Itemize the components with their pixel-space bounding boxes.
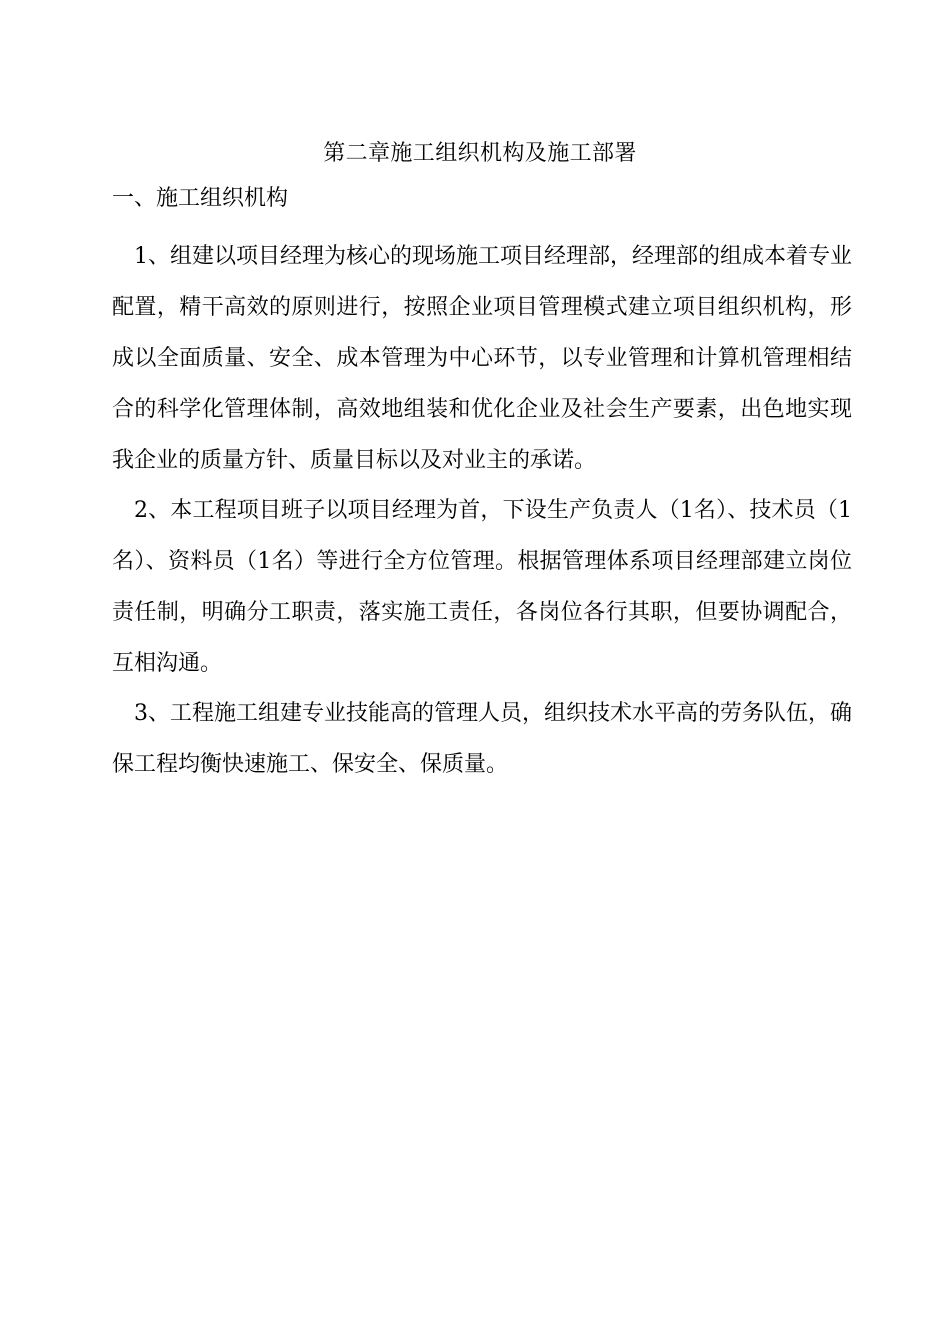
paragraph-2: 2、本工程项目班子以项目经理为首，下设生产负责人（1名）、技术员（1名）、资料员（1名）等进行全方位管理。根据管理体系项目经理部建立岗位责任制，明确分工职责，落实施工责任，各岗位各行其职，但要协调配合，互相沟通。 (112, 498, 852, 676)
paragraph-3: 3、工程施工组建专业技能高的管理人员，组织技术水平高的劳务队伍，确保工程均衡快速施工、保安全、保质量。 (112, 701, 852, 777)
document-title: 第二章施工组织机构及施工部署 (323, 141, 637, 166)
paragraph-1: 1、组建以项目经理为核心的现场施工项目经理部，经理部的组成本着专业配置，精干高效的原则进行，按照企业项目管理模式建立项目组织机构，形成以全面质量、安全、成本管理为中心环节，以专业管理和计算机管理相结合的科学化管理体制，高效地组装和优化企业及社会生产要素，出色地实现我企业的质量方针、质量目标以及对业主的承诺。 (112, 244, 852, 473)
section-heading: 一、施工组织机构 (112, 186, 289, 211)
